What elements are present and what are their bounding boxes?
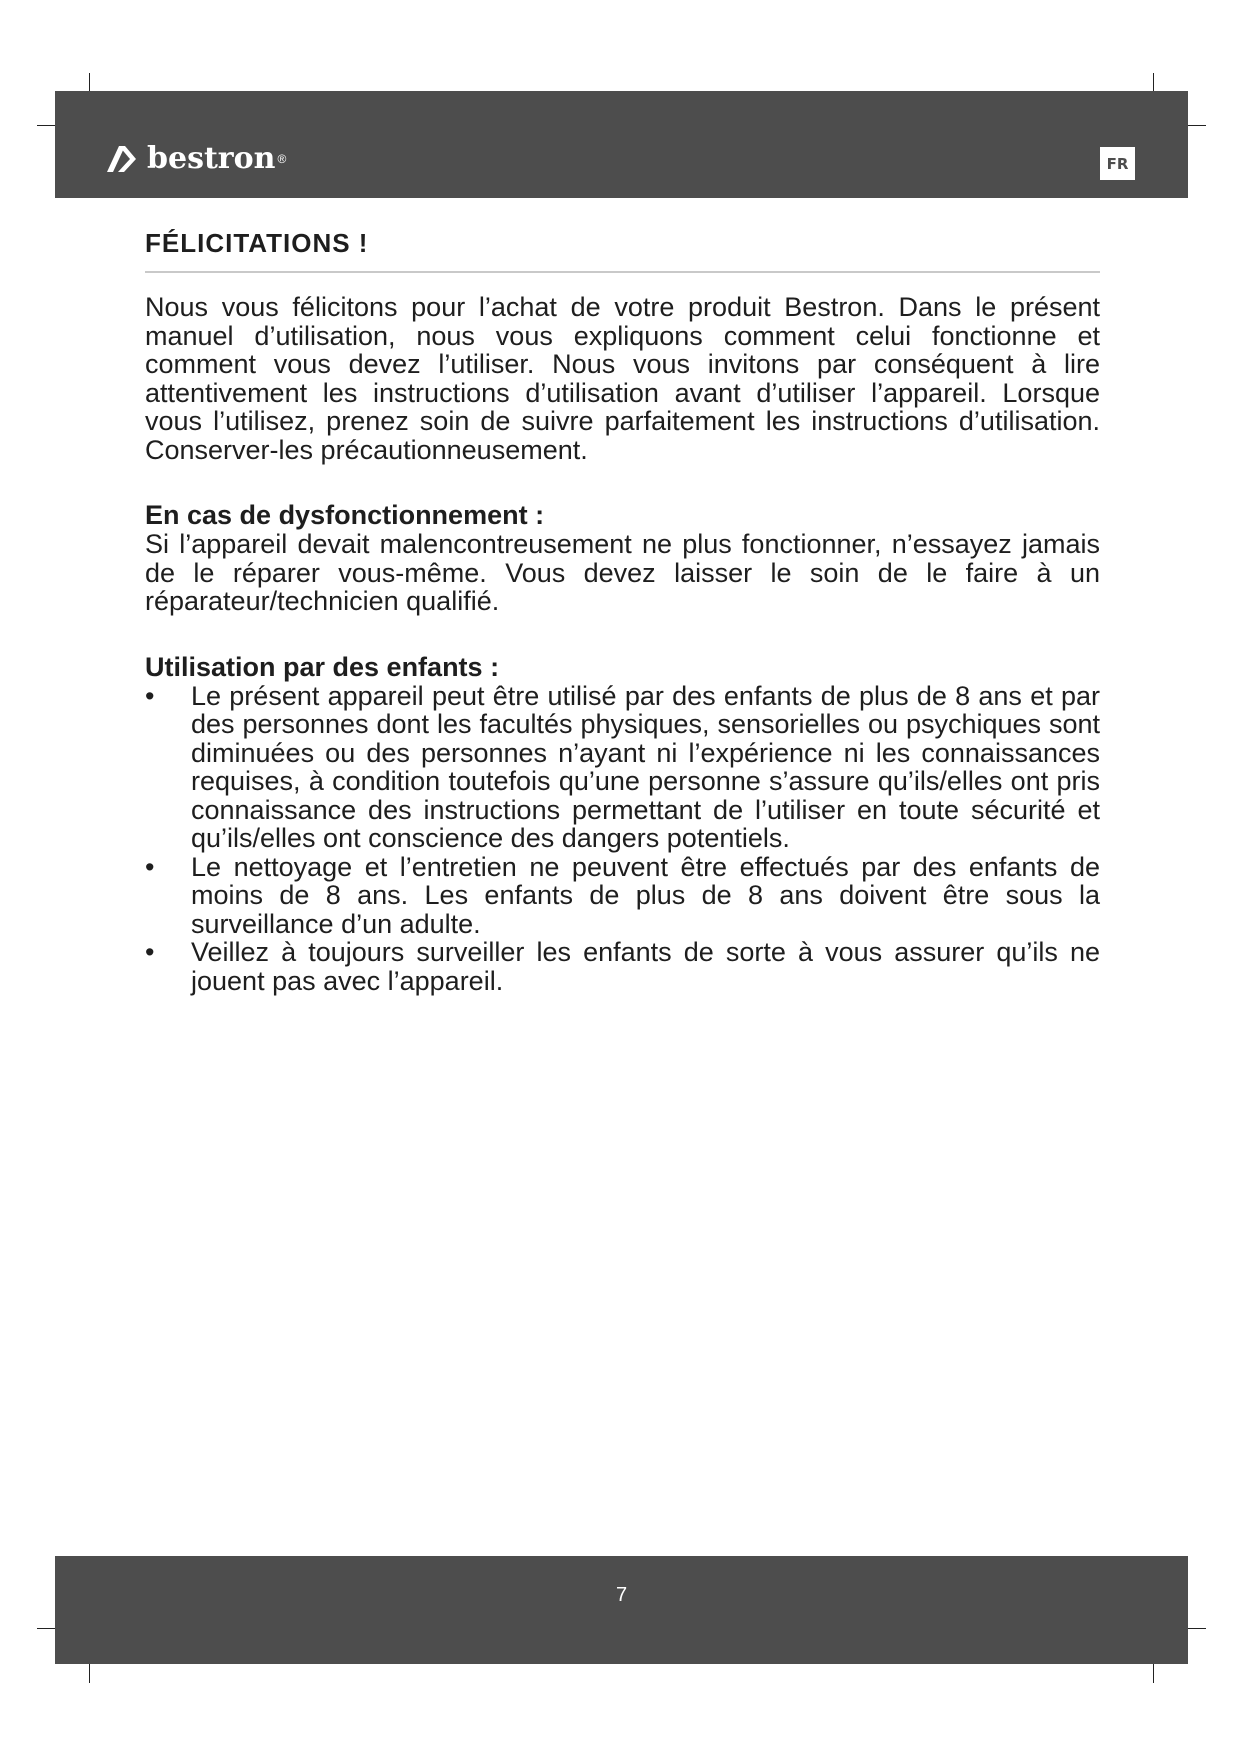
- main-content: [145, 228, 1100, 995]
- list-item: • Le présent appareil peut être utilisé par des enfants de plus de 8 ans et par des personnes dont les facultés physiques, sensorielles ou psychiques sont diminuées ou des personnes n’ayant ni l’expérience ni les connaissances requises, à condition toutefois qu’une personne s’assure qu’ils/elles ont pris connaissance des instructions permettant de l’utiliser en toute sécurité et qu’ils/elles ont conscience des dangers potentiels.: [145, 682, 1100, 853]
- section-heading-children: Utilisation par des enfants :: [145, 651, 500, 682]
- list-item: • Veillez à toujours surveiller les enfants de sorte à vous assurer qu’ils ne jouent pas avec l’appareil.: [145, 938, 1100, 995]
- children-bullet-list: [145, 682, 1100, 996]
- list-item: • Le nettoyage et l’entretien ne peuvent être effectués par des enfants de moins de 8 ans. Les enfants de plus de 8 ans doivent être sous la surveillance d’un adulte.: [145, 853, 1100, 939]
- page-number: 7: [615, 1584, 628, 1606]
- section-text-malfunction: Si l’appareil devait malencontreusement ne plus fonctionner, n’essayez jamais de le réparer vous-même. Vous devez laisser le soin de le faire à un réparateur/technicien qualifié.: [145, 529, 1100, 616]
- language-badge: FR: [1100, 147, 1135, 180]
- page-title: FÉLICITATIONS !: [145, 228, 1100, 273]
- brand-logo: [105, 141, 286, 176]
- section-heading-malfunction: En cas de dysfonctionnement :: [145, 500, 545, 530]
- intro-paragraph: Nous vous félicitons pour l’achat de votre produit Bestron. Dans le présent manuel d’utilisation, nous vous expliquons comment celui fonctionne et comment vous devez l’utiliser. Nous vous invitons par conséquent à lire attentivement les instructions d’utilisation avant d’utiliser l’appareil. Lorsque vous l’utilisez, prenez soin de suivre parfaitement les instructions d’utilisation. Conserver-les précautionneusement.: [145, 292, 1100, 465]
- registered-mark: ®: [277, 151, 287, 166]
- header-band: [55, 91, 1188, 198]
- footer-band: [55, 1556, 1188, 1664]
- chevron-logo-icon: [105, 144, 139, 174]
- brand-name: bestron: [147, 141, 276, 176]
